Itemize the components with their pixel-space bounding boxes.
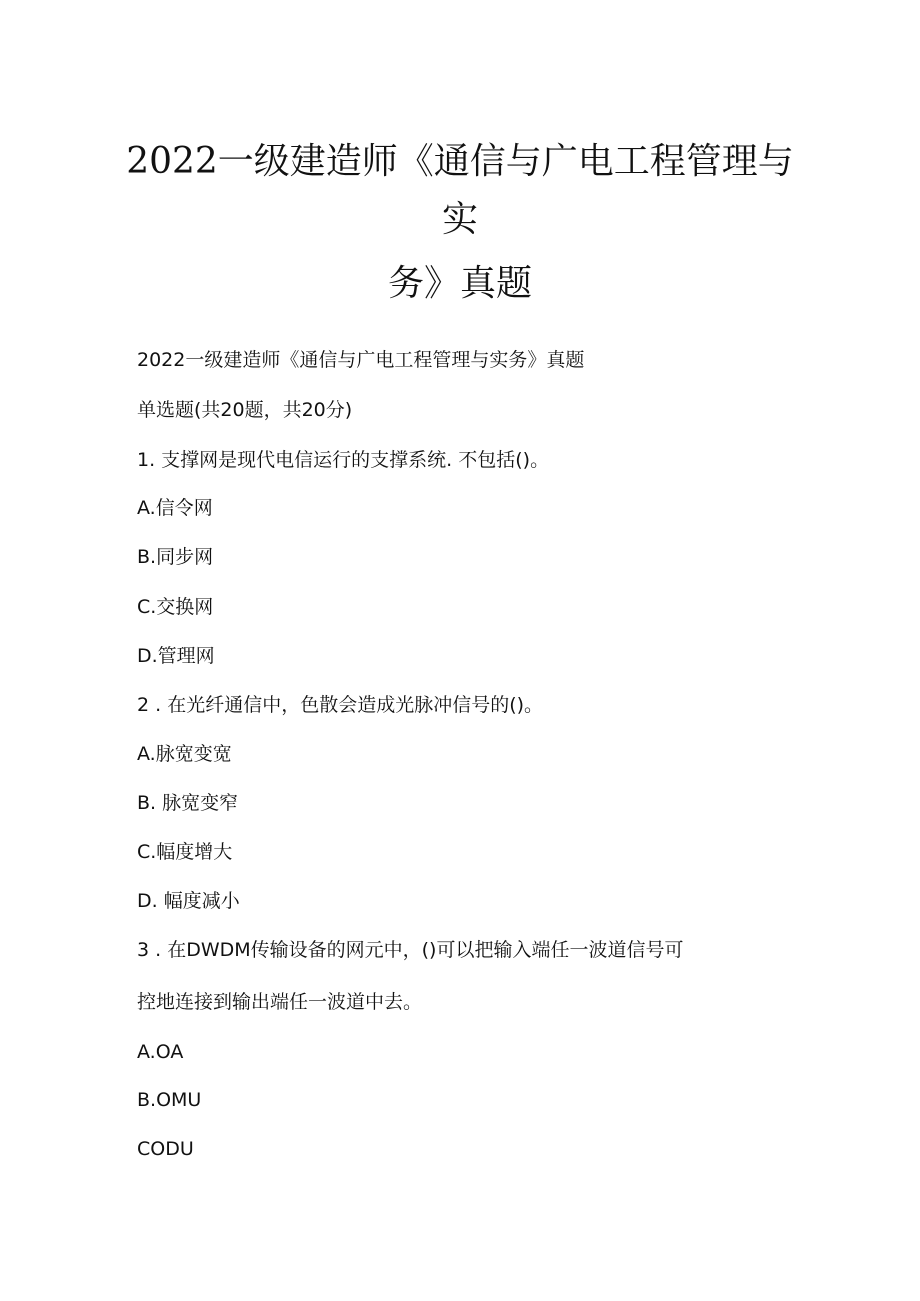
question-3-stem-line-2: 控地连接到输出端任一波道中去。 — [137, 991, 423, 1013]
section-header: 单选题(共20题，共20分) — [137, 399, 353, 421]
question-3-option-b: B.OMU — [137, 1089, 202, 1111]
document-title-line-3: 务》真题 — [387, 263, 532, 304]
question-2-option-a: A.脉宽变宽 — [137, 743, 232, 765]
question-1-option-d: D.管理网 — [137, 645, 215, 667]
question-1-option-b: B.同步网 — [137, 546, 214, 568]
document-subtitle: 2022一级建造师《通信与广电工程管理与实务》真题 — [137, 349, 585, 371]
question-1-option-a: A.信令网 — [137, 497, 213, 519]
question-2-option-d: D. 幅度减小 — [137, 890, 240, 912]
question-2-option-b: B. 脉宽变窄 — [137, 792, 239, 814]
question-3-option-a: A.OA — [137, 1041, 184, 1063]
question-2-stem: 2 . 在光纤通信中，色散会造成光脉冲信号的()。 — [137, 694, 544, 716]
question-3-option-c: CODU — [137, 1138, 194, 1160]
question-3-stem-line-1: 3 . 在DWDM传输设备的网元中，()可以把输入端任一波道信号可 — [137, 939, 684, 961]
document-title-line-2: 实 — [441, 199, 478, 240]
question-1-option-c: C.交换网 — [137, 596, 214, 618]
question-1-stem: 1. 支撑网是现代电信运行的支撑系统. 不包括()。 — [137, 449, 550, 471]
question-2-option-c: C.幅度增大 — [137, 841, 233, 863]
document-title-line-1: 2022一级建造师《通信与广电工程管理与 — [126, 141, 794, 182]
